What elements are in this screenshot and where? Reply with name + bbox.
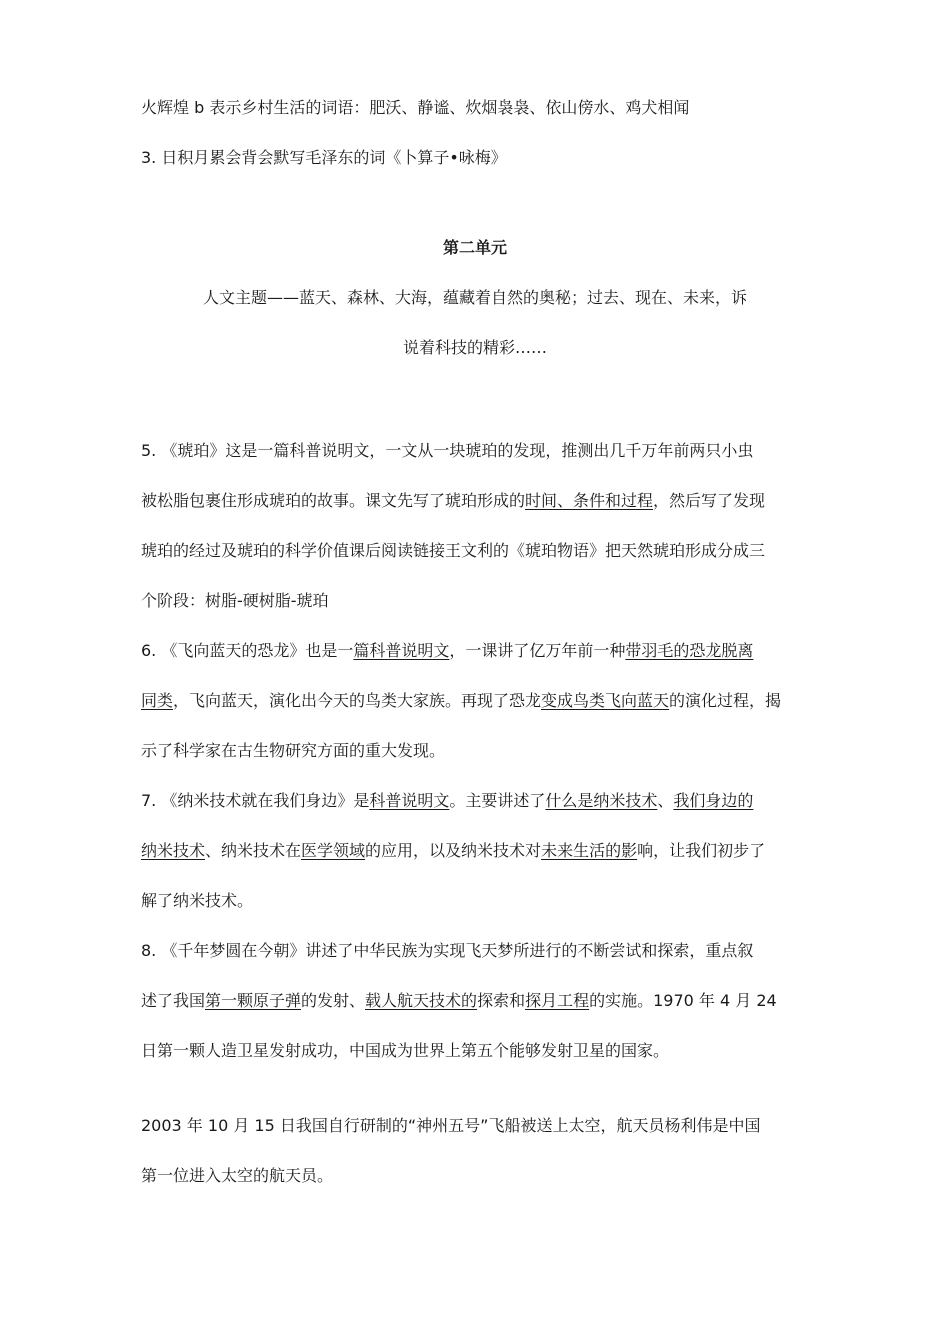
unit-theme-line bbox=[0, 337, 950, 359]
text-span: 。主要讲述了 bbox=[449, 791, 546, 810]
item-7-line bbox=[141, 890, 821, 912]
text-span: 5. 《琥珀》这是一篇科普说明文，一文从一块琥珀的发现，推测出几千万年前两只小虫 bbox=[141, 441, 754, 460]
item-8-line bbox=[141, 1040, 821, 1062]
underlined-term: 我们身边的 bbox=[673, 791, 754, 810]
unit-title-text: 第二单元 bbox=[442, 238, 507, 257]
text-span: ，一课讲了亿万年前一种 bbox=[449, 641, 626, 660]
text-span: 的实施。1970 年 4 月 24 bbox=[589, 991, 777, 1010]
underlined-term: 时间、条件和过程 bbox=[525, 491, 654, 510]
unit-title bbox=[0, 237, 950, 259]
text-span: 的应用，以及纳米技术对 bbox=[365, 841, 542, 860]
text-span: 示了科学家在古生物研究方面的重大发现。 bbox=[141, 741, 446, 760]
text-span: 2003 年 10 月 15 日我国自行研制的“神州五号”飞船被送上太空，航天员杨利伟是中国 bbox=[141, 1116, 761, 1135]
text-span: 3. 日积月累会背会默写毛泽东的词《卜算子•咏梅》 bbox=[141, 148, 507, 167]
text-span: 日第一颗人造卫星发射成功，中国成为世界上第五个能够发射卫星的国家。 bbox=[141, 1041, 670, 1060]
item-5-line bbox=[141, 440, 821, 462]
unit-theme-text: 人文主题——蓝天、森林、大海，蕴藏着自然的奥秘；过去、现在、未来，诉 bbox=[202, 288, 747, 307]
text-line bbox=[141, 97, 821, 119]
item-7-line bbox=[141, 840, 821, 862]
text-span: 响，让我们初步了 bbox=[637, 841, 766, 860]
text-span: 8. 《千年梦圆在今朝》讲述了中华民族为实现飞天梦所进行的不断尝试和探索，重点叙 bbox=[141, 941, 754, 960]
text-span: 7. 《纳米技术就在我们身边》是 bbox=[141, 791, 370, 810]
shenzhou-line bbox=[141, 1115, 821, 1137]
text-span: 琥珀的经过及琥珀的科学价值课后阅读链接王文利的《琥珀物语》把天然琥珀形成分成三 bbox=[141, 541, 766, 560]
text-line bbox=[141, 147, 821, 169]
underlined-term: 载人航天技术的 bbox=[365, 991, 478, 1010]
item-5-line bbox=[141, 590, 821, 612]
text-span: ，然后写了发现 bbox=[653, 491, 766, 510]
underlined-term: 什么是纳米技术 bbox=[545, 791, 658, 810]
text-span: 火辉煌 b 表示乡村生活的词语：肥沃、静谧、炊烟袅袅、依山傍水、鸡犬相闻 bbox=[141, 98, 690, 117]
unit-theme-line bbox=[0, 287, 950, 309]
item-6-line bbox=[141, 690, 821, 712]
text-span: 的发射、 bbox=[301, 991, 366, 1010]
item-7-line bbox=[141, 790, 821, 812]
item-8-line bbox=[141, 940, 821, 962]
underlined-term: 篇科普说明文 bbox=[353, 641, 450, 660]
text-span: 的演化过程，揭 bbox=[669, 691, 782, 710]
text-span: 探索和 bbox=[477, 991, 526, 1010]
underlined-term: 未来生活的影 bbox=[541, 841, 638, 860]
text-span: 、纳米技术在 bbox=[205, 841, 302, 860]
underlined-term: 纳米技术 bbox=[141, 841, 206, 860]
underlined-term: 第一颗原子弹 bbox=[205, 991, 302, 1010]
underlined-term: 医学领域 bbox=[301, 841, 366, 860]
underlined-term: 带羽毛的恐龙脱离 bbox=[625, 641, 754, 660]
underlined-term: 同类 bbox=[141, 691, 174, 710]
unit-theme-text: 说着科技的精彩…… bbox=[402, 338, 547, 357]
item-6-line bbox=[141, 640, 821, 662]
item-8-line bbox=[141, 990, 821, 1012]
item-5-line bbox=[141, 540, 821, 562]
text-span: 被松脂包裹住形成琥珀的故事。课文先写了琥珀形成的 bbox=[141, 491, 526, 510]
text-span: 述了我国 bbox=[141, 991, 206, 1010]
text-span: 个阶段：树脂-硬树脂-琥珀 bbox=[141, 591, 329, 610]
underlined-term: 变成鸟类飞向蓝天 bbox=[541, 691, 670, 710]
text-span: 、 bbox=[657, 791, 674, 810]
text-span: 解了纳米技术。 bbox=[141, 891, 254, 910]
item-6-line bbox=[141, 740, 821, 762]
underlined-term: 科普说明文 bbox=[369, 791, 450, 810]
shenzhou-line bbox=[141, 1165, 821, 1187]
text-span: 6. 《飞向蓝天的恐龙》也是一 bbox=[141, 641, 354, 660]
item-5-line bbox=[141, 490, 821, 512]
text-span: ，飞向蓝天，演化出今天的鸟类大家族。再现了恐龙 bbox=[173, 691, 542, 710]
underlined-term: 探月工程 bbox=[525, 991, 590, 1010]
text-span: 第一位进入太空的航天员。 bbox=[141, 1166, 334, 1185]
